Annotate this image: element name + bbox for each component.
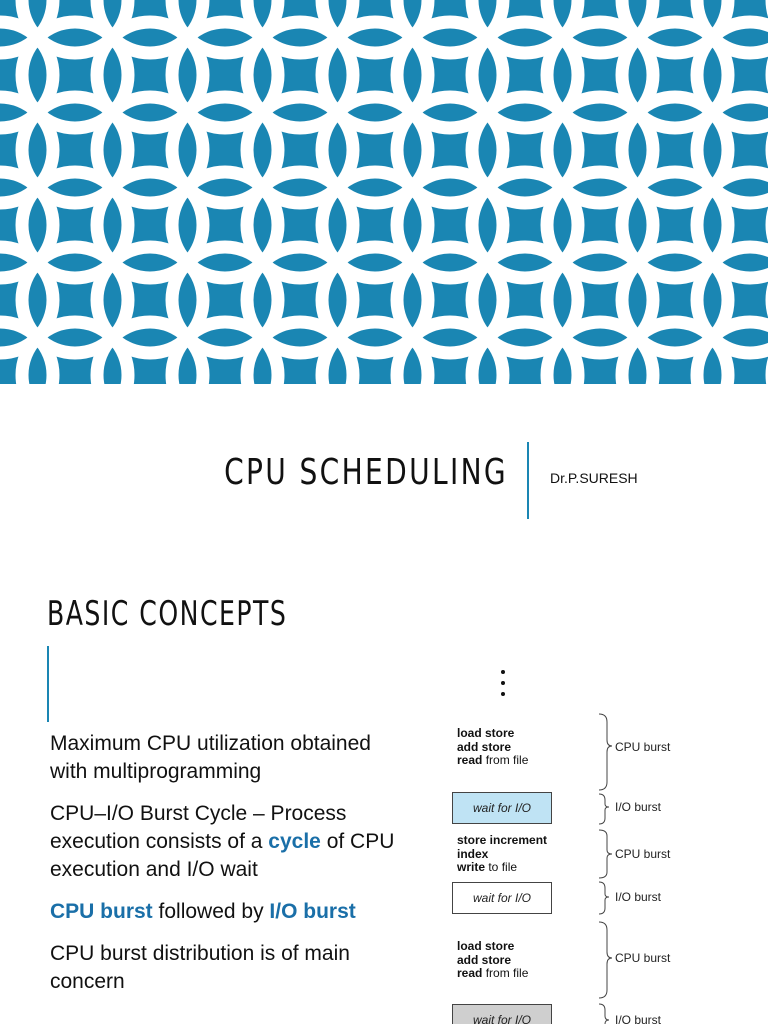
bullet-text: followed by (152, 900, 270, 923)
slide-heading: BASIC CONCEPTS (47, 594, 288, 634)
code-block-2: store increment index write to file (457, 833, 548, 874)
code-block-1: load store add store read from file (457, 726, 529, 767)
cpu-burst-label: CPU burst (615, 951, 671, 965)
accent-bar (47, 646, 49, 722)
wait-box-3: wait for I/O (452, 1004, 552, 1024)
brace-icons (597, 670, 615, 1024)
bullet-burst-cycle (50, 800, 400, 884)
bullet-burst-sequence (50, 898, 400, 926)
highlight-io-burst: I/O burst (269, 900, 356, 923)
wait-box-1: wait for I/O (452, 792, 552, 824)
bullet-text: Maximum CPU utilization obtained with multiprogramming (50, 732, 371, 783)
io-burst-label: I/O burst (615, 1013, 662, 1024)
bullet-text: CPU burst distribution is of main concern (50, 942, 350, 993)
code-block-3: load store add store read from file (457, 939, 529, 980)
ellipsis-icon (498, 670, 508, 703)
pattern-banner (0, 0, 768, 384)
bullet-text: of CPU execution and I/O wait (50, 830, 395, 881)
presentation-title: CPU SCHEDULING (224, 452, 508, 493)
highlight-cycle: cycle (268, 830, 321, 853)
wait-box-2: wait for I/O (452, 882, 552, 914)
basic-concepts-slide (0, 560, 768, 1024)
bullet-text: CPU–I/O Burst Cycle – Process execution consists of a (50, 802, 347, 853)
bullet-cpu-utilization (50, 730, 400, 786)
burst-cycle-figure (448, 670, 748, 1024)
author-name: Dr.P.SURESH (550, 470, 638, 486)
cpu-burst-label: CPU burst (615, 740, 671, 754)
io-burst-label: I/O burst (615, 800, 662, 814)
cpu-burst-label: CPU burst (615, 847, 671, 861)
io-burst-label: I/O burst (615, 890, 662, 904)
title-divider (527, 442, 529, 519)
title-slide (0, 384, 768, 560)
interlocking-circles-pattern (0, 0, 768, 384)
highlight-cpu-burst: CPU burst (50, 900, 153, 923)
bullet-burst-distribution (50, 940, 400, 996)
